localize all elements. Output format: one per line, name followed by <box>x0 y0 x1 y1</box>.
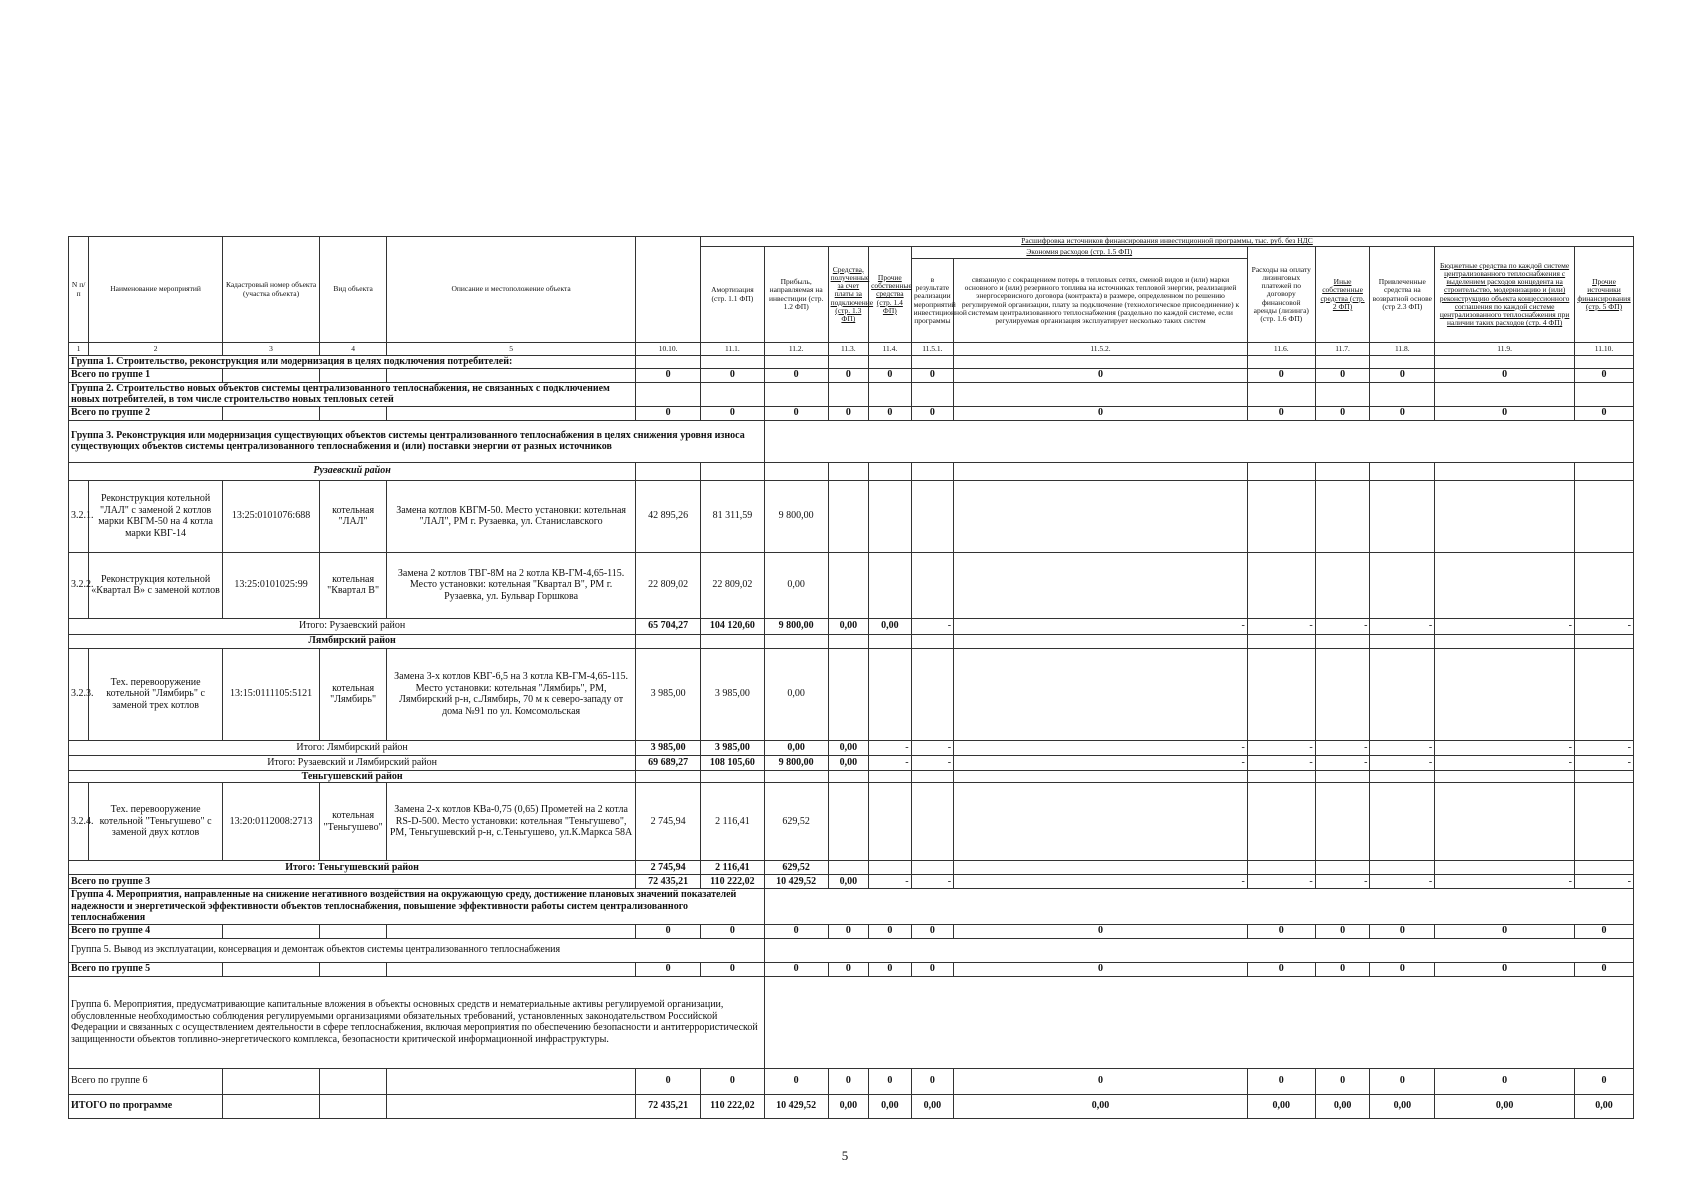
group-4-title: Группа 4. Мероприятия, направленные на снижение негативного воздействия на окружающую среду, достижение плановых значений показателей надежности и энергетической эффективности объектов теплоснабжения, повышение эффективности работы систем централизованного теплоснабжения <box>69 889 765 925</box>
subtotal-label: Итого: Рузаевский и Лямбирский район <box>69 755 636 770</box>
row-type: котельная "Теньгушево" <box>320 783 387 861</box>
header-cadastral: Кадастровый номер объекта (участка объекта) <box>222 237 319 343</box>
row-name: Тех. перевооружение котельной "Теньгушево" с заменой двух котлов <box>89 783 223 861</box>
header-profit: Прибыль, направляемая на инвестиции (стр. 1.2 ФП) <box>764 247 828 343</box>
header-other-src: Прочие источники финансирования (стр. 5 ФП) <box>1574 247 1633 343</box>
header-savings-2: связанную с сокращением потерь в тепловых сетях, сменой видов и (или) марки основного и (или) резервного топлива на источниках тепловой энергии, реализацией энергосервисного договора (контракта) в размере, определенном по решению регулируемой организации, плату за подключение (технологическое присоединение) к системам централизованного теплоснабжения (раздельно по каждой системе, если регулируемая организация эксплуатирует несколько таких систем <box>954 259 1248 343</box>
table-row: 3.2.3. Тех. перевооружение котельной "Лямбирь" с заменой трех котлов 13:15:0111105:5121 котельная "Лямбирь" Замена 3-х котлов КВГ-6,5 на 3 котла КВ-ГМ-4,65-115. Место установки: котельная "Лямбирь", РМ, Лямбирский р-н, с.Лямбирь, 70 м к северо-западу от дома №91 по ул. Комсомольская 3 985,00 3 985,00 0,00 <box>69 648 1634 740</box>
header-desc: Описание и местоположение объекта <box>387 237 636 343</box>
table-row: 3.2.4. Тех. перевооружение котельной "Теньгушево" с заменой двух котлов 13:20:0112008:2713 котельная "Теньгушево" Замена 2-х котлов КВа-0,75 (0,65) Прометей на 2 котла RS-D-500. Место установки: котельная "Теньгушево", РМ, Теньгушевский р-н, с.Теньгушево, ул.К.Маркса 58А 2 745,94 2 116,41 629,52 <box>69 783 1634 861</box>
district-ruzaevka-row <box>69 462 1634 480</box>
header-npp: N п/п <box>69 237 89 343</box>
group-2-total-row: Всего по группе 2 0 0 0 0 0 0 0 0 0 0 0 0 <box>69 406 1634 420</box>
group-2-title: Группа 2. Строительство новых объектов системы централизованного теплоснабжения, не связанных с подключением новых потребителей, в том числе строительство новых тепловых сетей <box>69 382 636 406</box>
column-numbers-row: 1 2 3 4 5 10.10. 11.1. 11.2. 11.3. 11.4. 11.5.1. 11.5.2. 11.6. 11.7. 11.8. 11.9. 11.10. <box>69 343 1634 356</box>
header-other-own: Прочие собственные средства (стр. 1.4 ФП) <box>869 247 912 343</box>
row-type: котельная "ЛАЛ" <box>320 480 387 552</box>
header-name: Наименование мероприятий <box>89 237 223 343</box>
header-lease: Расходы на оплату лизинговых платежей по договору финансовой аренды (лизинга) (стр. 1.6 ФП) <box>1247 247 1315 343</box>
subtotal-label: Итого: Лямбирский район <box>69 740 636 755</box>
group-1-title-row <box>69 356 1634 369</box>
row-desc: Замена 2 котлов ТВГ-8М на 2 котла КВ-ГМ-4,65-115. Место установки: котельная "Квартал В", РМ г. Рузаевка, ул. Бульвар Горшкова <box>387 552 636 618</box>
header-other-own2: Иные собственные средства (стр. 2 ФП) <box>1315 247 1370 343</box>
table-row: 3.2.2. Реконструкция котельной «Квартал В» с заменой котлов 13:25:0101025:99 котельная "Квартал В" Замена 2 котлов ТВГ-8М на 2 котла КВ-ГМ-4,65-115. Место установки: котельная "Квартал В", РМ г. Рузаевка, ул. Бульвар Горшкова 22 809,02 22 809,02 0,00 <box>69 552 1634 618</box>
district-tengushevo-row <box>69 770 1634 783</box>
group-4-total-label: Всего по группе 4 <box>69 924 223 938</box>
group-3-title-row <box>69 420 1634 462</box>
group-3-total-label: Всего по группе 3 <box>69 875 636 889</box>
row-desc: Замена котлов КВГМ-50. Место установки: котельная "ЛАЛ", РМ г. Рузаевка, ул. Станиславского <box>387 480 636 552</box>
header-banner: Расшифровка источников финансирования инвестиционной программы, тыс. руб. без НДС <box>700 237 1633 247</box>
row-cadastral: 13:20:0112008:2713 <box>222 783 319 861</box>
subtotal-row: Итого: Рузаевский район 65 704,27 104 120,60 9 800,00 0,00 0,00 - - - - - - - <box>69 618 1634 634</box>
row-cadastral: 13:15:0111105:5121 <box>222 648 319 740</box>
header-budget: Бюджетные средства по каждой системе централизованного теплоснабжения с выделением расходов концедента на строительство, модернизацию и (или) реконструкцию объекта концессионного соглашения по каждой системе централизованного теплоснабжения при наличии таких расходов (стр. 4 ФП) <box>1435 247 1575 343</box>
row-desc: Замена 2-х котлов КВа-0,75 (0,65) Прометей на 2 котла RS-D-500. Место установки: котельная "Теньгушево", РМ, Теньгушевский р-н, с.Теньгушево, ул.К.Маркса 58А <box>387 783 636 861</box>
subtotal-row: Итого: Лямбирский район 3 985,00 3 985,00 0,00 0,00 - - - - - - - - <box>69 740 1634 755</box>
page-number: 5 <box>841 1148 849 1163</box>
group-1-title: Группа 1. Строительство, реконструкция или модернизация в целях подключения потребителей: <box>69 356 636 369</box>
group-5-title-row <box>69 938 1634 962</box>
group-2-title-row <box>69 382 1634 406</box>
group-3-total-row: Всего по группе 3 72 435,21 110 222,02 10 429,52 0,00 - - - - - - - - <box>69 875 1634 889</box>
group-5-total-label: Всего по группе 5 <box>69 962 223 976</box>
group-1-total-row: Всего по группе 1 0 0 0 0 0 0 0 0 0 0 0 0 <box>69 368 1634 382</box>
grand-total-label: ИТОГО по программе <box>69 1094 223 1118</box>
header-savings-1: в результате реализации мероприятий инвестиционной программы <box>911 259 954 343</box>
row-type: котельная "Квартал В" <box>320 552 387 618</box>
subtotal-label: Итого: Рузаевский район <box>69 618 636 634</box>
group-1-total-label: Всего по группе 1 <box>69 368 223 382</box>
header-type: Вид объекта <box>320 237 387 343</box>
row-name: Реконструкция котельной "ЛАЛ" с заменой 2 котлов марки КВГМ-50 на 4 котла марки КВГ-14 <box>89 480 223 552</box>
grand-total-row: ИТОГО по программе 72 435,21 110 222,02 10 429,52 0,00 0,00 0,00 0,00 0,00 0,00 0,00 0,00 0,00 <box>69 1094 1634 1118</box>
group-5-total-row: Всего по группе 5 0 0 0 0 0 0 0 0 0 0 0 0 <box>69 962 1634 976</box>
district-lyambir: Лямбирский район <box>69 634 636 648</box>
table-row: 3.2.1. Реконструкция котельной "ЛАЛ" с заменой 2 котлов марки КВГМ-50 на 4 котла марки КВГ-14 13:25:0101076:688 котельная "ЛАЛ" Замена котлов КВГМ-50. Место установки: котельная "ЛАЛ", РМ г. Рузаевка, ул. Станиславского 42 895,26 81 311,59 9 800,00 <box>69 480 1634 552</box>
group-6-total-row: Всего по группе 6 0 0 0 0 0 0 0 0 0 0 0 0 <box>69 1068 1634 1094</box>
row-name: Тех. перевооружение котельной "Лямбирь" с заменой трех котлов <box>89 648 223 740</box>
group-3-title: Группа 3. Реконструкция или модернизация существующих объектов системы централизованного теплоснабжения в целях снижения уровня износа существующих объектов системы централизованного теплоснабжения и (или) поставки энергии от разных источников <box>69 420 765 462</box>
investment-program-table <box>68 236 1634 1119</box>
header-amort: Амортизация (стр. 1.1 ФП) <box>700 247 764 343</box>
header-savings: Экономия расходов (стр. 1.5 ФП) <box>911 247 1247 259</box>
subtotal-row: Итого: Теньгушевский район 2 745,94 2 116,41 629,52 <box>69 861 1634 875</box>
group-6-total-label: Всего по группе 6 <box>69 1068 223 1094</box>
group-6-title: Группа 6. Мероприятия, предусматривающие капитальные вложения в объекты основных средств и нематериальные активы регулируемой организации, обусловленные необходимостью соблюдения регулируемыми организациями обязательных требований, установленных законодательством Российской Федерации и связанных с осуществлением деятельности в сфере теплоснабжения, включая мероприятия по обеспечению безопасности и антитеррористической защищенности объектов топливно-энергетического комплекса, безопасности критической информационной инфраструктуры. <box>69 976 765 1068</box>
row-cadastral: 13:25:0101076:688 <box>222 480 319 552</box>
district-lyambir-row <box>69 634 1634 648</box>
subtotal-label: Итого: Теньгушевский район <box>69 861 636 875</box>
district-tengushevo: Теньгушевский район <box>69 770 636 783</box>
group-6-title-row <box>69 976 1634 1068</box>
row-desc: Замена 3-х котлов КВГ-6,5 на 3 котла КВ-ГМ-4,65-115. Место установки: котельная "Лямбирь", РМ, Лямбирский р-н, с.Лямбирь, 70 м к северо-западу от дома №91 по ул. Комсомольская <box>387 648 636 740</box>
subtotal-row: Итого: Рузаевский и Лямбирский район 69 689,27 108 105,60 9 800,00 0,00 - - - - - - - - <box>69 755 1634 770</box>
group-4-title-row <box>69 889 1634 925</box>
group-2-total-label: Всего по группе 2 <box>69 406 223 420</box>
district-ruzaevka: Рузаевский район <box>69 462 636 480</box>
group-5-title: Группа 5. Вывод из эксплуатации, консервация и демонтаж объектов системы централизованного теплоснабжения <box>69 938 765 962</box>
row-type: котельная "Лямбирь" <box>320 648 387 740</box>
group-4-total-row: Всего по группе 4 0 0 0 0 0 0 0 0 0 0 0 0 <box>69 924 1634 938</box>
row-name: Реконструкция котельной «Квартал В» с заменой котлов <box>89 552 223 618</box>
row-cadastral: 13:25:0101025:99 <box>222 552 319 618</box>
header-borrowed: Привлеченные средства на возвратной основе (стр 2.3 ФП) <box>1370 247 1435 343</box>
header-connect: Средства, полученные за счет платы за подключение (стр. 1.3 ФП) <box>828 247 869 343</box>
